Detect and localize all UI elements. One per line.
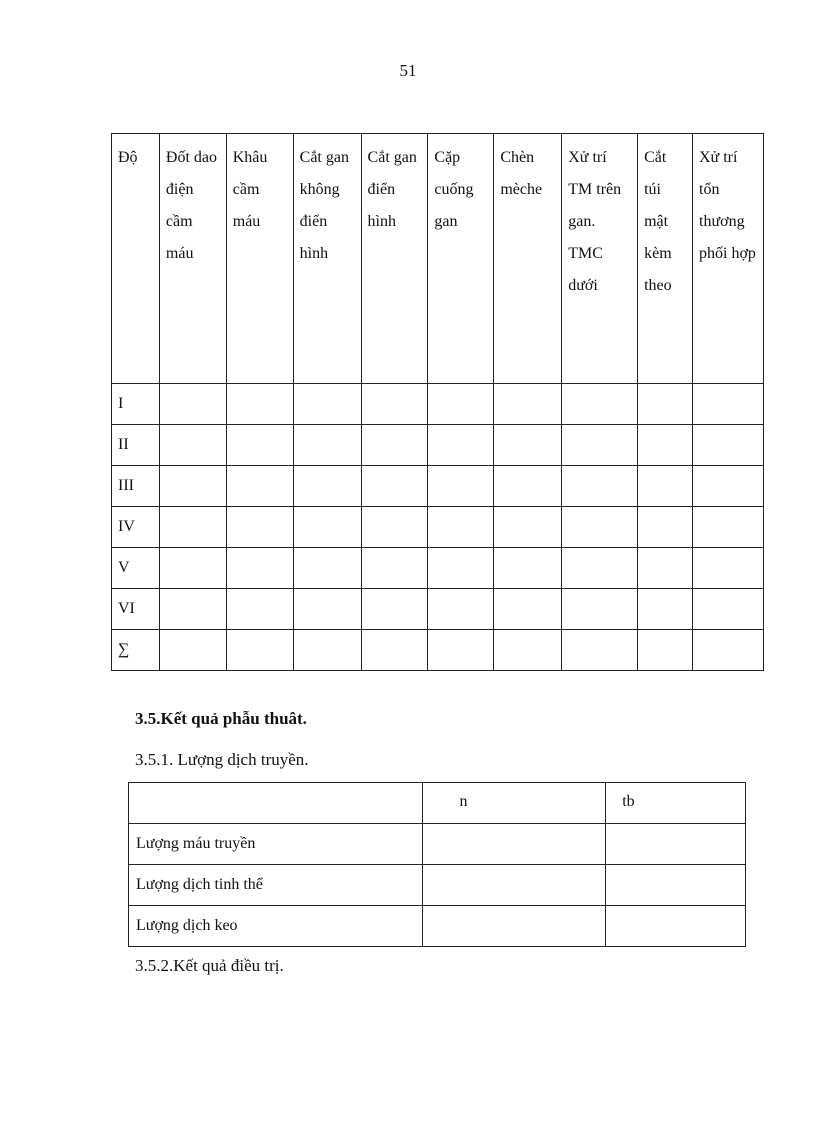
table-row <box>112 589 764 630</box>
table-cell <box>159 548 226 589</box>
table-cell <box>159 425 226 466</box>
table-cell <box>494 548 562 589</box>
table-cell <box>361 466 428 507</box>
table-cell <box>226 466 293 507</box>
table-row <box>112 630 764 671</box>
row-label: I <box>112 384 160 425</box>
table-header-cell: Cắt gan điển hình <box>361 134 428 384</box>
table-cell <box>159 630 226 671</box>
table-cell <box>293 548 361 589</box>
table-cell <box>638 425 693 466</box>
row-label: II <box>112 425 160 466</box>
table-row <box>129 865 746 906</box>
table-cell <box>562 630 638 671</box>
row-label: III <box>112 466 160 507</box>
table-cell <box>159 589 226 630</box>
table-header-row <box>112 134 764 384</box>
table-cell <box>428 589 494 630</box>
table-cell <box>494 589 562 630</box>
table-cell <box>293 425 361 466</box>
table-cell <box>428 384 494 425</box>
row-label: Lượng dịch tinh thể <box>129 865 423 906</box>
table-cell <box>226 507 293 548</box>
fluid-volume-table <box>128 782 746 947</box>
table-header-cell: Xử trí tổn thương phối hợp <box>693 134 764 384</box>
table-header-cell: Cắt gan không điển hình <box>293 134 361 384</box>
table-header-cell: Đốt dao điện cầm máu <box>159 134 226 384</box>
table-cell <box>693 548 764 589</box>
table-cell <box>226 425 293 466</box>
table-cell <box>606 824 746 865</box>
table-header-cell: Xử trí TM trên gan. TMC dưới <box>562 134 638 384</box>
subsection-heading: 3.5.2.Kết quả điều trị. <box>135 956 284 975</box>
table-cell <box>423 906 606 947</box>
table-cell <box>428 507 494 548</box>
table-cell <box>562 384 638 425</box>
table-cell <box>293 466 361 507</box>
table-cell <box>638 589 693 630</box>
table-cell <box>693 466 764 507</box>
table-header-cell: Khâu cầm máu <box>226 134 293 384</box>
table-cell <box>638 548 693 589</box>
table-cell <box>423 865 606 906</box>
table-header-cell: Cặp cuống gan <box>428 134 494 384</box>
table-cell <box>226 630 293 671</box>
table-cell <box>606 906 746 947</box>
table-cell <box>562 548 638 589</box>
table-header-cell: Cắt túi mật kèm theo <box>638 134 693 384</box>
table-cell <box>226 589 293 630</box>
table-cell <box>606 865 746 906</box>
table-cell <box>638 507 693 548</box>
table-cell <box>428 466 494 507</box>
table-cell <box>494 425 562 466</box>
table-cell <box>428 548 494 589</box>
table-cell <box>361 548 428 589</box>
table-cell <box>693 630 764 671</box>
row-label: Lượng dịch keo <box>129 906 423 947</box>
table-cell <box>361 589 428 630</box>
table-cell <box>423 824 606 865</box>
table-cell <box>293 589 361 630</box>
table-cell <box>693 507 764 548</box>
table-cell <box>293 630 361 671</box>
table-row <box>112 425 764 466</box>
table-header-cell: tb <box>606 783 746 824</box>
surgery-method-table <box>111 133 764 671</box>
table-cell <box>361 507 428 548</box>
table-header-cell: Độ <box>112 134 160 384</box>
table-cell <box>293 384 361 425</box>
table-header-row <box>129 783 746 824</box>
table-cell <box>693 589 764 630</box>
row-label: V <box>112 548 160 589</box>
table-cell <box>226 548 293 589</box>
table-row <box>112 507 764 548</box>
table-cell <box>159 466 226 507</box>
table-cell <box>562 425 638 466</box>
table-cell <box>226 384 293 425</box>
table-cell <box>494 630 562 671</box>
table-header-cell <box>129 783 423 824</box>
table-cell <box>562 466 638 507</box>
subsection-heading: 3.5.1. Lượng dịch truyền. <box>135 750 309 769</box>
table-cell <box>361 425 428 466</box>
table-row <box>129 824 746 865</box>
table-cell <box>693 425 764 466</box>
table-cell <box>293 507 361 548</box>
row-label: VI <box>112 589 160 630</box>
section-heading: 3.5.Kết quả phẫu thuât. <box>135 709 307 728</box>
table-row <box>112 548 764 589</box>
table-cell <box>494 466 562 507</box>
table-cell <box>494 384 562 425</box>
table-cell <box>638 466 693 507</box>
row-label: IV <box>112 507 160 548</box>
table-header-cell: n <box>423 783 606 824</box>
table-cell <box>562 507 638 548</box>
table-cell <box>361 630 428 671</box>
table-cell <box>428 630 494 671</box>
table-cell <box>494 507 562 548</box>
table-row <box>112 384 764 425</box>
table-cell <box>361 384 428 425</box>
row-label: ∑ <box>112 630 160 671</box>
table-cell <box>428 425 494 466</box>
table-row <box>129 906 746 947</box>
table-row <box>112 466 764 507</box>
table-cell <box>638 630 693 671</box>
table-cell <box>159 384 226 425</box>
page-number: 51 <box>399 61 417 80</box>
row-label: Lượng máu truyền <box>129 824 423 865</box>
table-cell <box>159 507 226 548</box>
table-cell <box>562 589 638 630</box>
table-cell <box>638 384 693 425</box>
table-header-cell: Chèn mèche <box>494 134 562 384</box>
table-cell <box>693 384 764 425</box>
